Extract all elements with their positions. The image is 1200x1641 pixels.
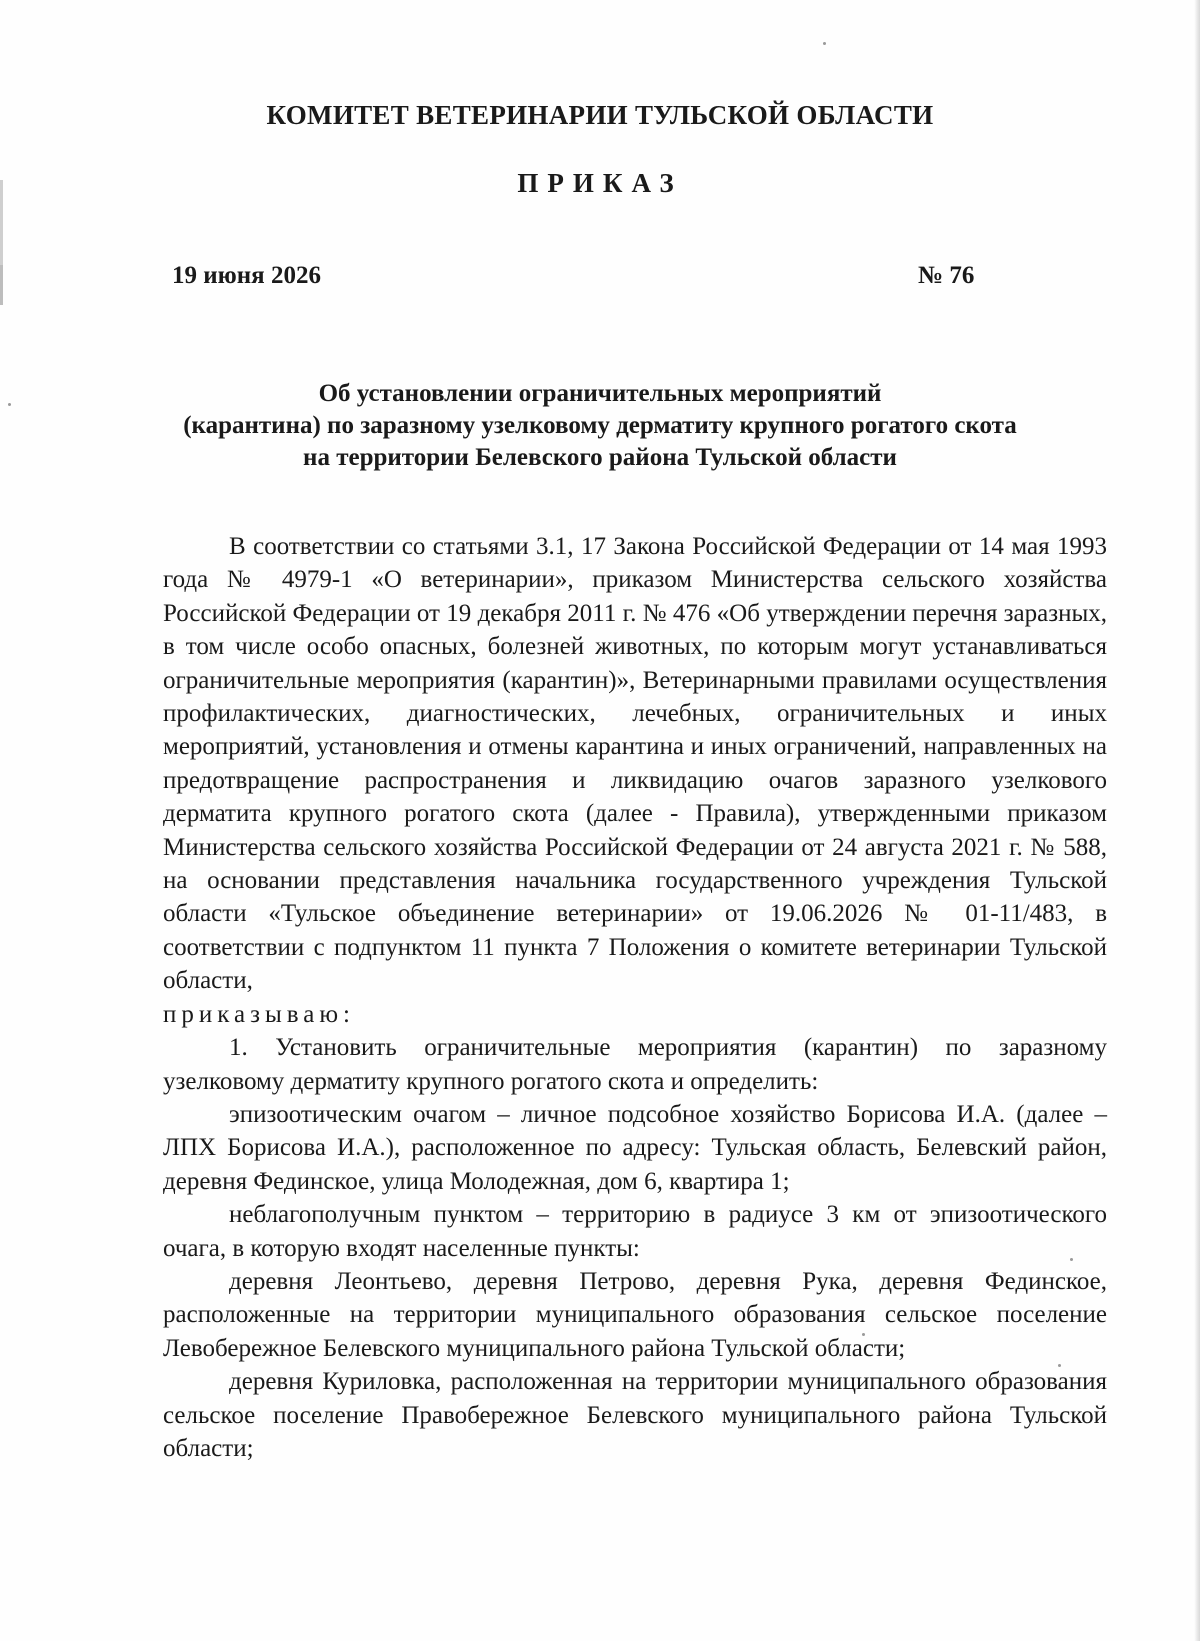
- scan-speck: [8, 403, 11, 406]
- villages-paragraph: деревня Леонтьево, деревня Петрово, деревня Рука, деревня Фединское, расположенные на территории муниципального образования сельское поселение Левобережное Белевского муниципального района Тульской области;: [163, 1267, 1107, 1362]
- order-word: [163, 998, 1107, 1031]
- scan-edge-shadow: [1194, 0, 1200, 1641]
- order-word-text: приказываю:: [163, 1000, 355, 1028]
- focus-paragraph: эпизоотическим очагом – личное подсобное хозяйство Борисова И.А. (далее – ЛПХ Борисова И.А.), расположенное по адресу: Тульская область, Белевский район, деревня Фединское, улица Молодежная, дом 6, квартира 1;: [163, 1100, 1107, 1195]
- organization-title: КОМИТЕТ ВЕТЕРИНАРИИ ТУЛЬСКОЙ ОБЛАСТИ: [266, 100, 934, 130]
- document-date: 19 июня 2026: [172, 262, 321, 289]
- subject-line: (карантина) по заразному узелковому дерматиту крупного рогатого скота: [183, 412, 1017, 439]
- subject-line: Об установлении ограничительных мероприятий: [318, 380, 882, 407]
- unfavorable-paragraph: неблагополучным пунктом – территорию в радиусе 3 км от эпизоотического очага, в которую входят населенные пункты:: [163, 1201, 1107, 1262]
- villages-paragraph: деревня Куриловка, расположенная на территории муниципального образования сельское поселение Правобережное Белевского муниципального района Тульской области;: [163, 1368, 1107, 1462]
- document-type: ПРИКАЗ: [517, 168, 683, 198]
- document-subject: [150, 378, 1050, 474]
- preamble-paragraph: В соответствии со статьями 3.1, 17 Закона Российской Федерации от 14 мая 1993 года № 4979-1 «О ветеринарии», приказом Министерства сельского хозяйства Российской Федерации от 19 декабря 2011 г. № 476 «Об утверждении перечня заразных, в том числе особо опасных, болезней животных, по которым могут устанавливаться ограничительные мероприятия (карантин)», Ветеринарными правилами осуществления профилактических, диагностических, лечебных, ограничительных и иных мероприятий, установления и отмены карантина и иных ограничений, направленных на предотвращение распространения и ликвидацию очагов заразного узелкового дерматита крупного рогатого скота (далее - Правила), утвержденными приказом Министерства сельского хозяйства Российской Федерации от 24 августа 2021 г. № 588, на основании представления начальника государственного учреждения Тульской области «Тульское объединение ветеринарии» от 19.06.2026 № 01-11/483, в соответствии с подпунктом 11 пункта 7 Положения о комитете ветеринарии Тульской области,: [163, 533, 1107, 995]
- item-paragraph: 1. Установить ограничительные мероприятия (карантин) по заразному узелковому дерматиту крупного рогатого скота и определить:: [163, 1034, 1107, 1095]
- subject-line: на территории Белевского района Тульской области: [303, 444, 897, 471]
- scan-edge-mark: [0, 265, 3, 305]
- document-number: № 76: [918, 262, 975, 289]
- document-body: [163, 530, 1107, 1465]
- scan-speck: [823, 42, 826, 45]
